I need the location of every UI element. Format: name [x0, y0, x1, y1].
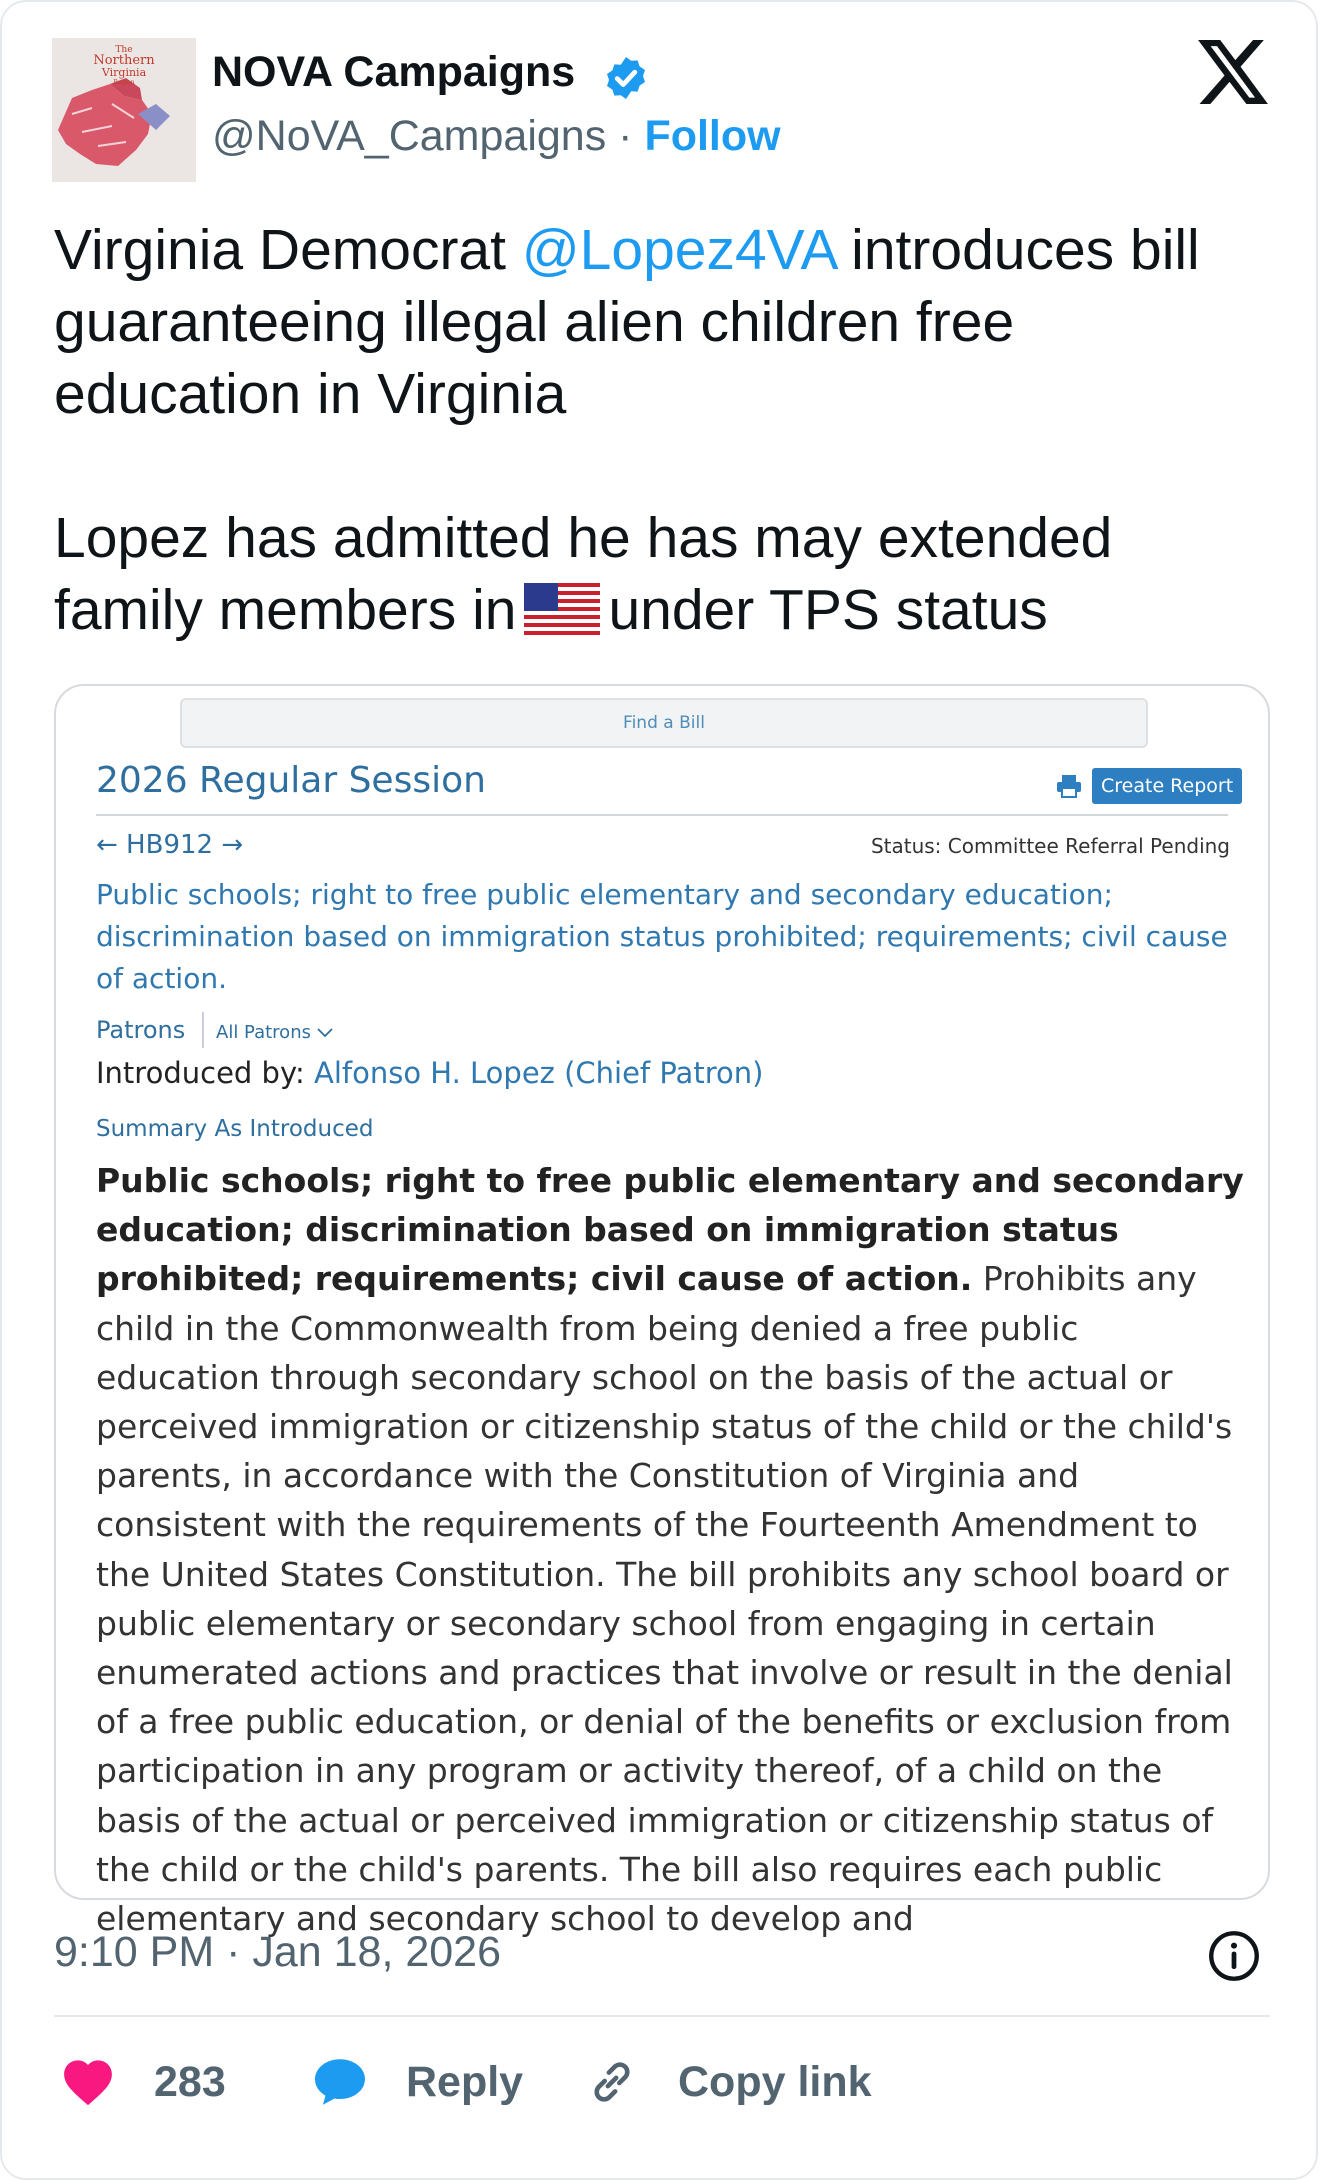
all-patrons-dropdown	[216, 1022, 333, 1043]
author-name[interactable]: NOVA Campaigns	[212, 48, 576, 96]
summary-heading: Public schools; right to free public elementary and secondary education; discrimination based on immigration status prohibited; requirements; civil cause of action.	[96, 1161, 1244, 1299]
chevron-down-icon	[317, 1028, 333, 1038]
mention-link[interactable]: @Lopez4VA	[521, 218, 836, 282]
summary-label: Summary As Introduced	[96, 1116, 374, 1142]
tweet-paragraph-2	[54, 502, 1274, 646]
svg-text:Virginia: Virginia	[101, 66, 147, 79]
author-handle[interactable]: @NoVA_Campaigns	[212, 112, 607, 160]
all-patrons-label: All Patrons	[216, 1022, 311, 1043]
tweet-text-segment: introduces bill guaranteeing illegal alien children free education in Virginia	[54, 218, 1200, 426]
divider	[54, 2015, 1270, 2017]
divider	[96, 814, 1228, 816]
heart-icon	[60, 2057, 116, 2107]
svg-text:The: The	[115, 45, 133, 55]
info-icon[interactable]	[1208, 1930, 1260, 1982]
like-button[interactable]	[60, 2052, 226, 2112]
tweet-text-segment: under TPS status	[608, 578, 1048, 642]
chief-patron-link: Alfonso H. Lopez (Chief Patron)	[313, 1056, 764, 1090]
reply-label: Reply	[406, 2057, 524, 2106]
x-logo-icon[interactable]	[1198, 40, 1268, 104]
like-count: 283	[154, 2057, 226, 2106]
copy-link-label: Copy link	[678, 2057, 872, 2106]
bill-screenshot-media[interactable]	[54, 684, 1270, 1939]
svg-text:Northern: Northern	[93, 53, 155, 68]
bill-status: Status: Committee Referral Pending	[870, 834, 1230, 858]
bill-title: Public schools; right to free public elementary and secondary education; discrimination based on immigration status prohibited; requirements; civil cause of action.	[96, 878, 1228, 995]
tweet-text-segment: Lopez has admitted he has may extended family members in	[54, 506, 1113, 642]
reply-button[interactable]	[312, 2052, 523, 2112]
us-flag-icon	[524, 583, 600, 635]
avatar[interactable]	[52, 38, 196, 182]
follow-button[interactable]: Follow	[644, 112, 781, 160]
tweet-text-segment: Virginia Democrat	[54, 218, 522, 282]
introduced-by	[96, 1056, 763, 1090]
author-handle-row	[212, 112, 781, 161]
copy-link-button[interactable]	[584, 2052, 872, 2112]
divider	[202, 1012, 204, 1048]
summary-text	[96, 1156, 1246, 1943]
find-bill-bar: Find a Bill	[180, 698, 1148, 748]
bill-number-nav: ← HB912 →	[96, 830, 244, 860]
tweet-paragraph-1	[54, 214, 1274, 430]
verified-badge-icon	[602, 54, 650, 102]
tweet-text	[54, 214, 1274, 646]
reply-bubble-icon	[312, 2057, 368, 2107]
svg-text:Region: Region	[113, 79, 135, 86]
summary-body: Prohibits any child in the Commonwealth from being denied a free public education through secondary school on the basis of the actual or perceived immigration or citizenship status of the child or the child's parents, in accordance with the Constitution of Virginia and consistent with the requirements of the Fourteenth Amendment to the United States Constitution. The bill prohibits any school board or public elementary or secondary school from engaging in certain enumerated actions and practices that involve or result in the denial of a free public education, or denial of the benefits or exclusion from participation in any program or activity thereof, of a child on the basis of the actual or perceived immigration or citizenship status of the child or the child's parents. The bill also requires each public elementary and secondary school to develop and	[96, 1259, 1233, 1939]
printer-icon	[1056, 774, 1082, 798]
separator-dot: ·	[618, 112, 633, 160]
link-icon	[584, 2057, 640, 2107]
create-report-button: Create Report	[1092, 768, 1242, 804]
introduced-label: Introduced by:	[96, 1056, 314, 1090]
patrons-label: Patrons	[96, 1016, 186, 1044]
session-title: 2026 Regular Session	[96, 760, 486, 801]
timestamp[interactable]: 9:10 PM · Jan 18, 2026	[54, 1928, 502, 1976]
create-report	[1056, 768, 1242, 804]
region-map-icon	[52, 38, 196, 182]
